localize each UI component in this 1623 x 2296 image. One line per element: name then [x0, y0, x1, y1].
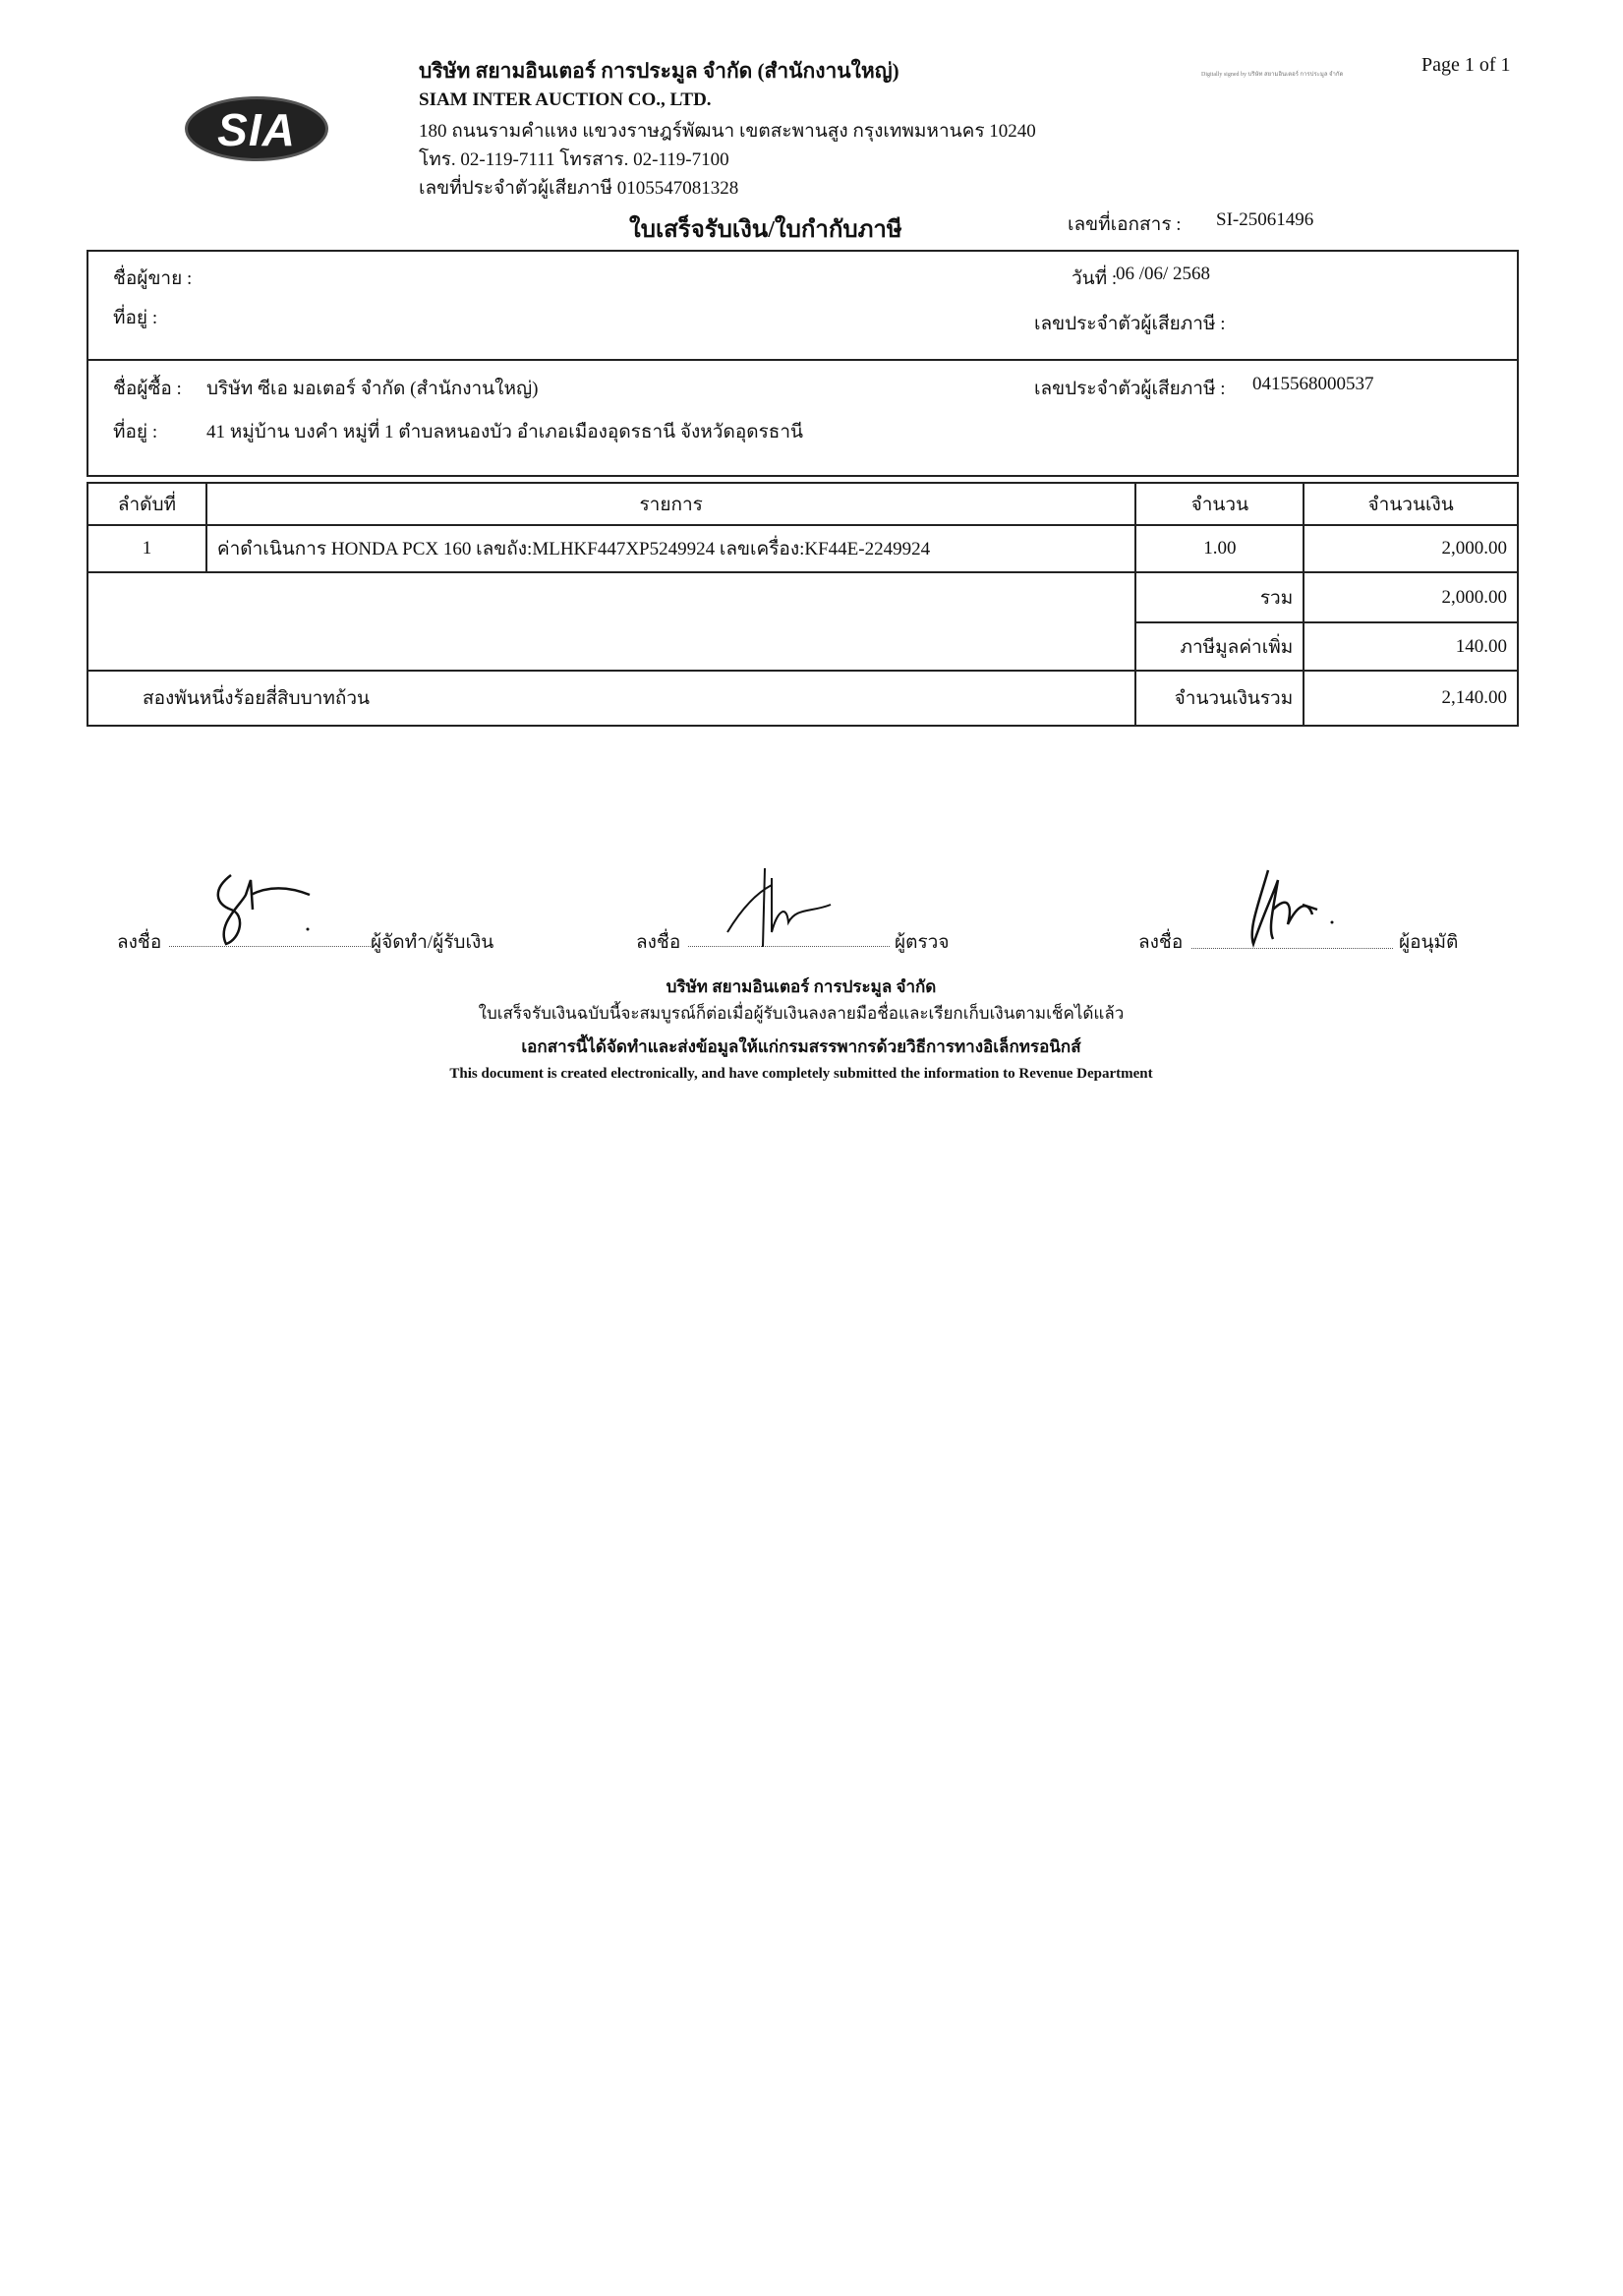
sign-label-1: ลงชื่อ: [117, 932, 162, 953]
doc-no: SI-25061496: [1216, 209, 1314, 230]
seller-name-label: ชื่อผู้ขาย :: [113, 268, 193, 289]
vat-value: 140.00: [1304, 622, 1518, 671]
company-tax-id: เลขที่ประจำตัวผู้เสียภาษี 0105547081328: [419, 178, 739, 199]
total-value: 2,140.00: [1304, 671, 1518, 726]
company-logo: [185, 96, 328, 161]
subtotal-value: 2,000.00: [1304, 572, 1518, 622]
footer-note-1: ใบเสร็จรับเงินฉบับนี้จะสมบูรณ์ก็ต่อเมื่อผู้รับเงินลงลายมือชื่อและเรียกเก็บเงินตามเช็คได้แล้ว: [478, 1004, 1125, 1023]
buyer-tax-id: 0415568000537: [1252, 374, 1374, 394]
company-name-th: บริษัท สยามอินเตอร์ การประมูล จำกัด (สำนักงานใหญ่): [419, 59, 899, 83]
seller-tax-label: เลขประจำตัวผู้เสียภาษี :: [1034, 314, 1226, 334]
buyer-address: 41 หมู่บ้าน บงคำ หมู่ที่ 1 ตำบลหนองบัว อำเภอเมืองอุดรธานี จังหวัดอุดรธานี: [206, 422, 804, 442]
sign-label-2: ลงชื่อ: [636, 932, 681, 953]
signature-image-2: [718, 863, 865, 952]
signature-image-3: [1234, 865, 1381, 954]
row-no: 1: [87, 525, 206, 572]
total-row: [87, 671, 1518, 726]
total-label: จำนวนเงินรวม: [1135, 671, 1304, 726]
table-row: [87, 525, 1518, 572]
header-amount: จำนวนเงิน: [1304, 483, 1518, 525]
company-address: 180 ถนนรามคำแหง แขวงราษฎร์พัฒนา เขตสะพานสูง กรุงเทพมหานคร 10240: [419, 121, 1036, 142]
header-desc: รายการ: [206, 483, 1136, 525]
subtotal-row: [87, 572, 1518, 622]
date-value: 06 /06/ 2568: [1116, 264, 1211, 284]
logo-text: SIA: [217, 104, 296, 155]
buyer-tax-label: เลขประจำตัวผู้เสียภาษี :: [1034, 379, 1226, 399]
table-header-row: [87, 483, 1518, 525]
doc-no-label: เลขที่เอกสาร :: [1068, 214, 1182, 235]
footer-company: บริษัท สยามอินเตอร์ การประมูล จำกัด: [666, 977, 937, 996]
items-table: [87, 482, 1519, 727]
footer-note-2: เอกสารนี้ได้จัดทำและส่งข้อมูลให้แก่กรมสรรพากรด้วยวิธีการทางอิเล็กทรอนิกส์: [521, 1037, 1081, 1056]
buyer-name-label: ชื่อผู้ซื้อ :: [113, 379, 182, 399]
signature-image-1: [202, 865, 339, 954]
footer-note-en: This document is created electronically, and have completely submitted the information to Revenue Department: [449, 1066, 1153, 1082]
sign-role-1: ผู้จัดทำ/ผู้รับเงิน: [371, 932, 494, 953]
document-title: ใบเสร็จรับเงิน/ใบกำกับภาษี: [629, 217, 902, 243]
vat-label: ภาษีมูลค่าเพิ่ม: [1135, 622, 1304, 671]
buyer-address-label: ที่อยู่ :: [113, 422, 158, 442]
header-qty: จำนวน: [1135, 483, 1304, 525]
date-label: วันที่ :: [1072, 268, 1118, 289]
row-desc: ค่าดำเนินการ HONDA PCX 160 เลขถัง:MLHKF447XP5249924 เลขเครื่อง:KF44E-2249924: [206, 525, 1136, 572]
sign-label-3: ลงชื่อ: [1138, 932, 1184, 953]
seller-box: [87, 250, 1519, 361]
row-qty: 1.00: [1135, 525, 1304, 572]
row-amount: 2,000.00: [1304, 525, 1518, 572]
amount-in-words: สองพันหนึ่งร้อยสี่สิบบาทถ้วน: [87, 671, 1135, 726]
digital-sign-note: Digitally signed by บริษัท สยามอินเตอร์ การประมูล จำกัด: [1201, 72, 1344, 78]
buyer-name: บริษัท ซีเอ มอเตอร์ จำกัด (สำนักงานใหญ่): [206, 379, 539, 399]
header-no: ลำดับที่: [87, 483, 206, 525]
sign-role-2: ผู้ตรวจ: [895, 932, 950, 953]
subtotal-label: รวม: [1135, 572, 1304, 622]
company-phone: โทร. 02-119-7111 โทรสาร. 02-119-7100: [419, 149, 729, 170]
sign-role-3: ผู้อนุมัติ: [1399, 932, 1459, 953]
company-name-en: SIAM INTER AUCTION CO., LTD.: [419, 89, 712, 110]
seller-address-label: ที่อยู่ :: [113, 308, 158, 328]
page-number: Page 1 of 1: [1421, 54, 1511, 76]
